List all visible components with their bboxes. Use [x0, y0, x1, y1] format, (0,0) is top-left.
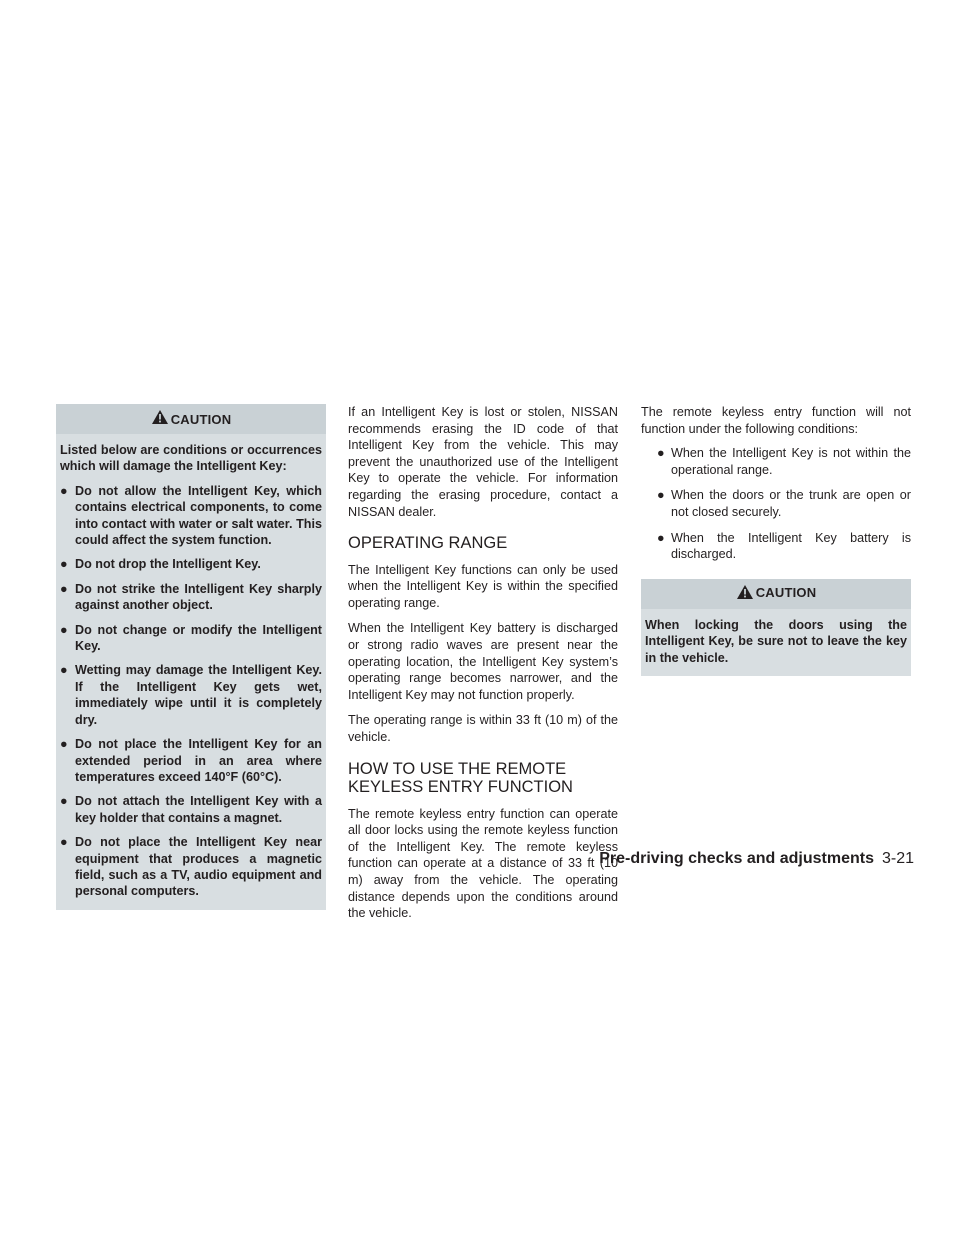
paragraph: The remote keyless entry function will not function under the following conditions:	[641, 405, 911, 436]
bullet-icon: ●	[60, 622, 68, 637]
warning-triangle-icon	[736, 584, 754, 600]
section-heading: OPERATING RANGE	[348, 534, 508, 553]
list-item: ● When the Intelligent Key is not within the operational range.	[657, 446, 911, 477]
bullet-icon: ●	[60, 483, 68, 498]
bullet-icon: ●	[657, 446, 665, 461]
caution-box	[641, 579, 911, 676]
paragraph: The remote keyless entry function can operate all door locks using the remote keyless function of the Intelligent Key. The remote keyless function can operate at a distance of 33 ft (10 m) away from the vehicle. The operating distance depends upon the conditions around the vehicle.	[348, 806, 618, 921]
caution-list-item: ● Wetting may damage the Intelligent Key. If the Intelligent Key gets wet, immediately wipe until it is completely dry.	[60, 663, 322, 727]
paragraph: The Intelligent Key functions can only be used when the Intelligent Key is within the specified operating range.	[348, 562, 618, 610]
list-item: ● When the Intelligent Key battery is discharged.	[657, 530, 911, 562]
caution-text: When locking the doors using the Intelligent Key, be sure not to leave the key in the vehicle.	[645, 617, 907, 665]
bullet-icon: ●	[60, 794, 68, 809]
caution-list-item: ● Do not place the Intelligent Key near equipment that produces a magnetic field, such as a TV, audio equipment and personal computers.	[60, 835, 322, 899]
bullet-icon: ●	[60, 581, 68, 596]
paragraph: If an Intelligent Key is lost or stolen, NISSAN recommends erasing the ID code of that Intelligent Key from the vehicle. This may prevent the unauthorized use of the Intelligent Key to operate the vehicle. For information regarding the erasing procedure, contact a NISSAN dealer.	[348, 405, 618, 519]
caution-header	[56, 404, 326, 434]
bullet-icon: ●	[657, 530, 665, 545]
page-footer	[0, 850, 914, 868]
caution-list-item: ● Do not drop the Intelligent Key.	[60, 557, 261, 572]
caution-list-item: ● Do not attach the Intelligent Key with a key holder that contains a magnet.	[60, 794, 322, 825]
caution-body	[56, 434, 326, 910]
section-heading: HOW TO USE THE REMOTE KEYLESS ENTRY FUNCTION	[348, 759, 573, 797]
bullet-icon: ●	[60, 835, 68, 850]
caution-intro: Listed below are conditions or occurrences which will damage the Intelligent Key:	[60, 443, 322, 474]
column-1	[56, 404, 326, 910]
caution-list-item: ● Do not allow the Intelligent Key, which contains electrical components, to come into contact with water or salt water. This could affect the system function.	[60, 483, 322, 548]
caution-header	[641, 579, 911, 609]
condition-list	[641, 445, 911, 563]
bullet-icon: ●	[657, 488, 665, 503]
section-title: Pre-driving checks and adjustments	[599, 850, 874, 867]
paragraph: The operating range is within 33 ft (10 m) of the vehicle.	[348, 713, 618, 744]
bullet-icon: ●	[60, 557, 68, 572]
caution-title: CAUTION	[170, 411, 232, 427]
list-item: ● When the doors or the trunk are open or not closed securely.	[657, 488, 911, 519]
caution-box	[56, 404, 326, 910]
caution-list-item: ● Do not strike the Intelligent Key sharply against another object.	[60, 581, 322, 613]
warning-triangle-icon	[151, 409, 169, 425]
caution-title: CAUTION	[755, 585, 817, 601]
page-number: 3-21	[881, 850, 914, 867]
bullet-icon: ●	[60, 737, 68, 752]
caution-body	[641, 609, 911, 676]
paragraph: When the Intelligent Key battery is discharged or strong radio waves are present near the operating location, the Intelligent Key system’s operating range becomes narrower, and the Intelligent Key may not function properly.	[348, 621, 618, 702]
caution-list-item: ● Do not place the Intelligent Key for an extended period in an area where temperatures exceed 140°F (60°C).	[60, 737, 322, 784]
column-3	[641, 404, 911, 676]
bullet-icon: ●	[60, 663, 68, 678]
caution-list-item: ● Do not change or modify the Intelligent Key.	[60, 622, 322, 654]
